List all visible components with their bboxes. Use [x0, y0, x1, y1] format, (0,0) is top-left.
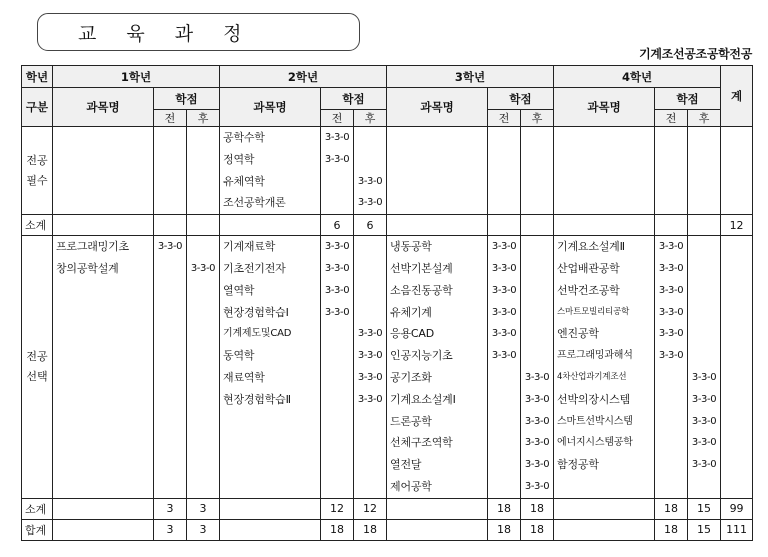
credit-value: 3-3-0 — [491, 284, 517, 296]
credit-value: 3-3-0 — [324, 241, 350, 253]
credit-value: 3-3-0 — [691, 459, 717, 471]
total-cell — [721, 236, 753, 499]
credit-value — [521, 302, 553, 324]
credit-sum: 18 — [488, 498, 521, 519]
credit-value: 3-3-0 — [357, 328, 383, 340]
credit-value — [354, 302, 386, 324]
credit-sum: 18 — [655, 519, 688, 540]
credit-value — [688, 345, 720, 367]
required-row — [22, 127, 753, 215]
credit-sum: 3 — [187, 519, 220, 540]
subject-name: 열전달 — [390, 458, 422, 472]
credit-sum: 18 — [488, 519, 521, 540]
credit-value — [187, 236, 219, 258]
subject-name: 기계재료학 — [223, 240, 276, 254]
credit-value — [488, 454, 520, 476]
credit-value — [354, 149, 386, 171]
credit-value: 3-3-0 — [658, 328, 684, 340]
credit-header: 학점 — [488, 88, 554, 110]
credit-value — [488, 411, 520, 433]
credit-value: 3-3-0 — [491, 262, 517, 274]
second-sem-credits — [187, 127, 220, 215]
credit-value: 3-3-0 — [324, 284, 350, 296]
subtotal-label: 소계 — [22, 215, 53, 236]
credit-header: 학점 — [154, 88, 220, 110]
year-3-header: 3학년 — [387, 66, 554, 88]
subject-list — [387, 127, 488, 215]
first-sem-header: 전 — [655, 110, 688, 127]
subject-name: 선박의장시스템 — [557, 392, 631, 406]
credit-value: 3-3-0 — [491, 350, 517, 362]
subtotal-total: 12 — [721, 215, 753, 236]
credit-value: 3-3-0 — [190, 262, 216, 274]
first-sem-credits — [154, 236, 187, 499]
credit-value — [354, 280, 386, 302]
credit-value — [488, 476, 520, 498]
subject-list — [220, 236, 321, 499]
year-label: 학년 — [22, 66, 53, 88]
credit-sum: 18 — [655, 498, 688, 519]
credit-value — [488, 389, 520, 411]
first-sem-header: 전 — [154, 110, 187, 127]
credit-value — [655, 454, 687, 476]
second-sem-header: 후 — [187, 110, 220, 127]
credit-value: 3-3-0 — [357, 350, 383, 362]
subject-name: 공기조화 — [390, 370, 432, 384]
credit-value: 3-3-0 — [524, 371, 550, 383]
first-sem-credits — [321, 127, 354, 215]
elective-category: 전공 선택 — [22, 236, 53, 499]
credit-value: 3-3-0 — [691, 393, 717, 405]
credit-sum: 12 — [354, 498, 387, 519]
subject-name: 기계요소설계Ⅰ — [390, 392, 456, 406]
subject-name: 유체기계 — [390, 305, 432, 319]
subject-list — [554, 236, 655, 499]
credit-sum — [488, 215, 521, 236]
credit-sum: 3 — [154, 498, 187, 519]
subject-name: 스마트모빌리티공학 — [557, 306, 630, 317]
credit-value — [321, 345, 353, 367]
header-subject-row — [22, 88, 753, 110]
credit-value — [521, 323, 553, 345]
credit-sum — [688, 215, 721, 236]
subject-header: 과목명 — [387, 88, 488, 127]
second-sem-credits — [688, 127, 721, 215]
credit-value — [521, 280, 553, 302]
subject-name: 정역학 — [223, 152, 255, 166]
subject-list — [53, 127, 154, 215]
second-sem-header: 후 — [521, 110, 554, 127]
subject-name: 기계제도및CAD — [223, 328, 292, 340]
subject-name: 인공지능기초 — [390, 349, 453, 363]
credit-value — [688, 236, 720, 258]
credit-sum: 18 — [521, 498, 554, 519]
subtotal-label: 소계 — [22, 498, 53, 519]
category-label: 구분 — [22, 88, 53, 127]
credit-value: 3-3-0 — [658, 241, 684, 253]
credit-sum: 3 — [154, 519, 187, 540]
credit-value — [488, 367, 520, 389]
year-2-header: 2학년 — [220, 66, 387, 88]
subject-name: 냉동공학 — [390, 240, 432, 254]
credit-sum: 15 — [688, 519, 721, 540]
credit-value — [321, 171, 353, 193]
credit-value: 3-3-0 — [357, 371, 383, 383]
subject-name: 소음진동공학 — [390, 283, 453, 297]
credit-value — [688, 302, 720, 324]
department-name: 기계조선공조공학전공 — [639, 47, 752, 61]
credit-value: 3-3-0 — [491, 306, 517, 318]
subject-header: 과목명 — [220, 88, 321, 127]
credit-sum — [521, 215, 554, 236]
page-title: 교 육 과 정 — [37, 13, 360, 51]
credit-value: 3-3-0 — [524, 480, 550, 492]
credit-value: 3-3-0 — [691, 415, 717, 427]
credit-value: 3-3-0 — [524, 415, 550, 427]
second-sem-credits — [688, 236, 721, 499]
credit-sum: 6 — [321, 215, 354, 236]
second-sem-header: 후 — [354, 110, 387, 127]
elective-subtotal-row — [22, 498, 753, 519]
required-subtotal-row — [22, 215, 753, 236]
subject-name: 열역학 — [223, 283, 255, 297]
credit-sum: 18 — [321, 519, 354, 540]
grand-total-value: 111 — [721, 519, 753, 540]
first-sem-credits — [655, 236, 688, 499]
credit-value — [321, 389, 353, 411]
credit-value — [521, 345, 553, 367]
subject-list — [220, 127, 321, 215]
credit-value: 3-3-0 — [524, 459, 550, 471]
subject-name: 선박건조공학 — [557, 283, 620, 297]
credit-value: 3-3-0 — [491, 328, 517, 340]
credit-value — [354, 258, 386, 280]
credit-value: 3-3-0 — [658, 306, 684, 318]
subject-name: 선박기본설계 — [390, 261, 453, 275]
credit-value — [488, 432, 520, 454]
credit-header: 학점 — [321, 88, 387, 110]
subject-name: 공학수학 — [223, 131, 265, 144]
subject-name: 드론공학 — [390, 414, 432, 428]
credit-sum: 6 — [354, 215, 387, 236]
subject-name: 에너지시스템공학 — [557, 437, 633, 449]
subject-name: 응용CAD — [390, 327, 434, 341]
credit-value — [688, 323, 720, 345]
first-sem-header: 전 — [488, 110, 521, 127]
credit-value — [521, 236, 553, 258]
first-sem-credits — [655, 127, 688, 215]
credit-value: 3-3-0 — [157, 241, 183, 253]
credit-value — [521, 258, 553, 280]
credit-value — [655, 432, 687, 454]
subject-name: 프로그래밍과해석 — [557, 350, 633, 362]
subject-name: 기계요소설계Ⅱ — [557, 240, 625, 254]
credit-value: 3-3-0 — [658, 284, 684, 296]
curriculum-table — [21, 65, 753, 541]
credit-value: 3-3-0 — [357, 197, 383, 209]
subject-name: 창의공학설계 — [56, 261, 119, 275]
credit-value: 3-3-0 — [357, 175, 383, 187]
year-4-header: 4학년 — [554, 66, 721, 88]
credit-sum: 3 — [187, 498, 220, 519]
credit-sum: 15 — [688, 498, 721, 519]
credit-header: 학점 — [655, 88, 721, 110]
required-category: 전공 필수 — [22, 127, 53, 215]
credit-value: 3-3-0 — [324, 262, 350, 274]
header-year-row — [22, 66, 753, 88]
credit-sum: 12 — [321, 498, 354, 519]
first-sem-credits — [488, 127, 521, 215]
credit-value: 3-3-0 — [691, 437, 717, 449]
subject-name: 선체구조역학 — [390, 436, 453, 450]
subject-name: 동역학 — [223, 349, 255, 363]
subject-name: 산업배관공학 — [557, 261, 620, 275]
subject-list — [387, 236, 488, 499]
credit-value — [655, 389, 687, 411]
subtotal-total: 99 — [721, 498, 753, 519]
credit-value: 3-3-0 — [691, 371, 717, 383]
subject-name: 조선공학개론 — [223, 196, 286, 210]
subject-list — [53, 236, 154, 499]
subject-name: 현장경험학습Ⅱ — [223, 392, 291, 406]
subject-name: 함정공학 — [557, 458, 599, 472]
first-sem-credits — [488, 236, 521, 499]
credit-value — [354, 236, 386, 258]
credit-value: 3-3-0 — [324, 153, 350, 165]
credit-value: 3-3-0 — [524, 393, 550, 405]
credit-sum — [655, 215, 688, 236]
credit-sum: 18 — [521, 519, 554, 540]
second-sem-credits — [521, 236, 554, 499]
credit-value: 3-3-0 — [357, 393, 383, 405]
credit-value: 3-3-0 — [658, 262, 684, 274]
second-sem-credits — [187, 236, 220, 499]
subject-name: 스마트선박시스템 — [557, 415, 633, 427]
subject-name: 기초전기전자 — [223, 261, 286, 275]
subject-name: 유체역학 — [223, 174, 265, 188]
credit-sum: 18 — [354, 519, 387, 540]
subject-header: 과목명 — [554, 88, 655, 127]
second-sem-credits — [354, 236, 387, 499]
grand-total-label: 합계 — [22, 519, 53, 540]
credit-value — [655, 367, 687, 389]
second-sem-credits — [521, 127, 554, 215]
credit-value: 3-3-0 — [324, 132, 350, 143]
subject-name: 재료역학 — [223, 370, 265, 384]
credit-value: 3-3-0 — [491, 241, 517, 253]
first-sem-header: 전 — [321, 110, 354, 127]
subject-header: 과목명 — [53, 88, 154, 127]
credit-value — [688, 258, 720, 280]
second-sem-credits — [354, 127, 387, 215]
total-cell — [721, 127, 753, 215]
credit-value: 3-3-0 — [658, 350, 684, 362]
subject-name: 엔진공학 — [557, 327, 599, 341]
credit-value — [354, 127, 386, 149]
credit-value: 3-3-0 — [324, 306, 350, 318]
year-1-header: 1학년 — [53, 66, 220, 88]
second-sem-header: 후 — [688, 110, 721, 127]
subject-name: 4차산업과기계조선 — [557, 371, 627, 382]
credit-value: 3-3-0 — [524, 437, 550, 449]
credit-sum — [187, 215, 220, 236]
first-sem-credits — [321, 236, 354, 499]
subject-name: 프로그래밍기초 — [56, 240, 129, 254]
subject-name: 현장경험학습Ⅰ — [223, 305, 289, 319]
credit-value — [321, 367, 353, 389]
credit-sum — [154, 215, 187, 236]
credit-value — [321, 323, 353, 345]
credit-value — [154, 258, 186, 280]
subject-name: 제어공학 — [390, 479, 432, 493]
subject-list — [554, 127, 655, 215]
credit-value — [321, 192, 353, 214]
credit-value — [688, 280, 720, 302]
grand-total-row — [22, 519, 753, 540]
total-header: 계 — [721, 66, 753, 127]
elective-row — [22, 236, 753, 499]
first-sem-credits — [154, 127, 187, 215]
credit-value — [655, 411, 687, 433]
